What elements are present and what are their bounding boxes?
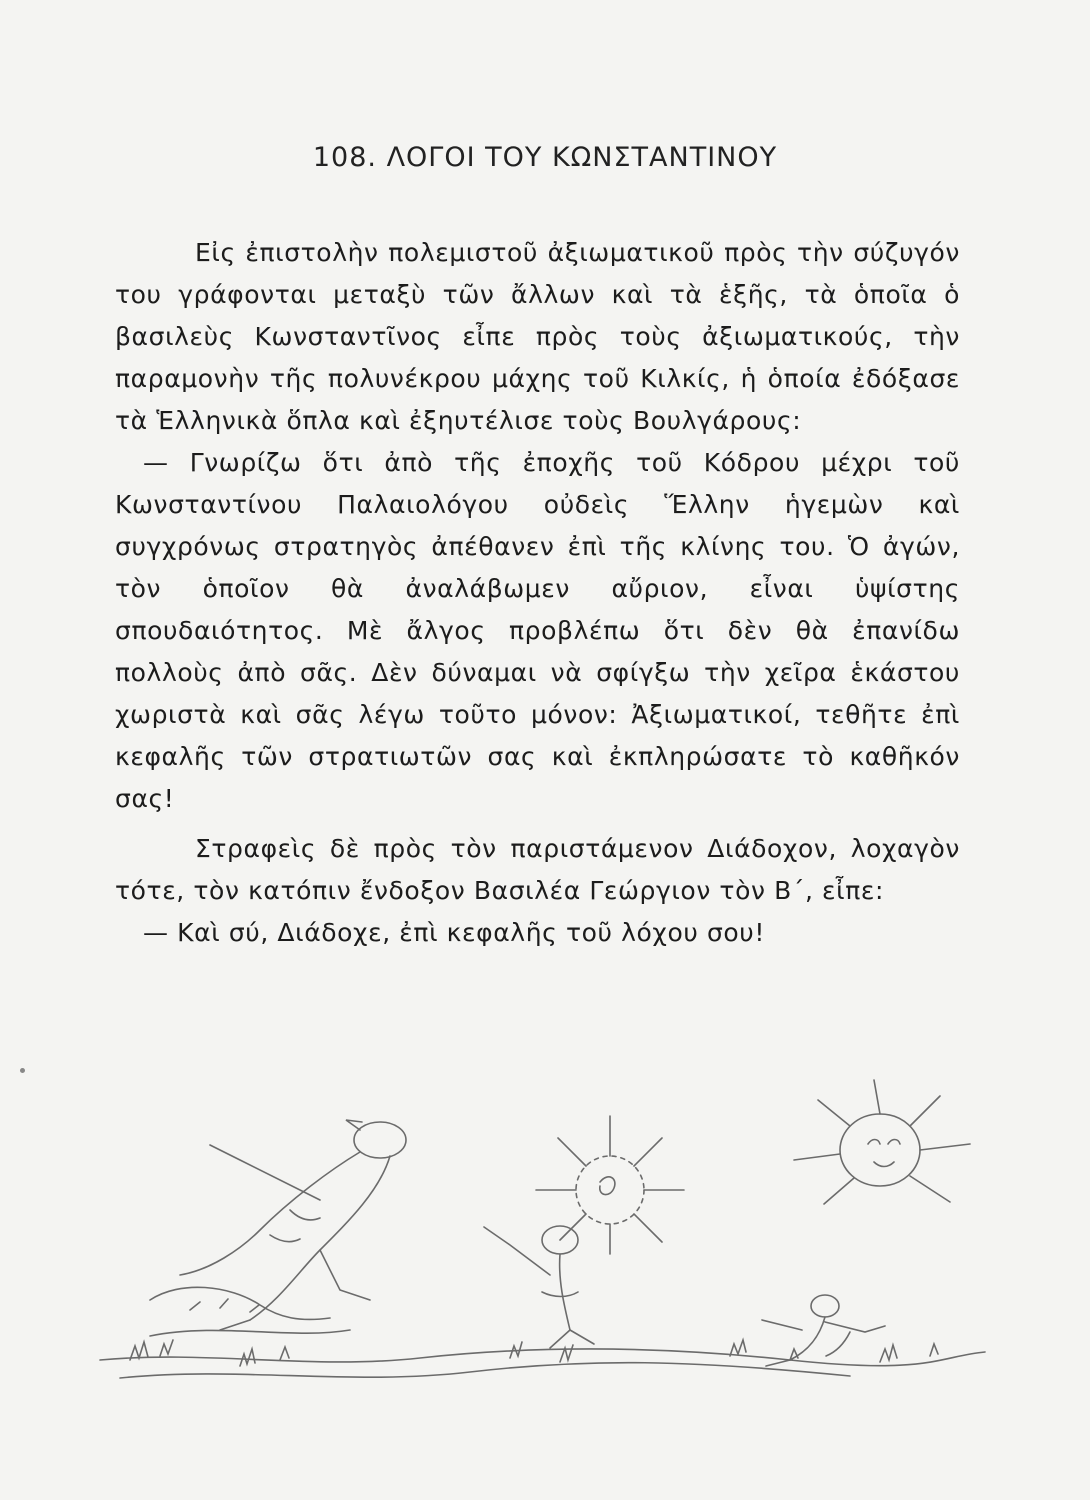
- paragraph-speech: — Γνωρίζω ὅτι ἀπὸ τῆς ἐποχῆς τοῦ Κόδρου μέχρι τοῦ Κωνσταντίνου Παλαιολόγου οὐδεὶς Ἕλλην ἡγεμὼν καὶ συγχρόνως στρατηγὸς ἀπέθανεν ἐπὶ τῆς κλίνης του. Ὁ ἀγών, τὸν ὁποῖον θὰ ἀναλάβωμεν αὔριον, εἶναι ὑψίστης σπουδαιότητος. Μὲ ἄλγος προβλέπω ὅτι δὲν θὰ ἐπανίδω πολλοὺς ἀπὸ σᾶς. Δὲν δύναμαι νὰ σφίγξω τὴν χεῖρα ἑκάστου χωριστὰ καὶ σᾶς λέγω τοῦτο μόνον: Ἀξιωματικοί, τεθῆτε ἐπὶ κεφαλῆς τῶν στρατιωτῶν σας καὶ ἐκπληρώσατε τὸ καθῆκόν σας!: [115, 448, 960, 813]
- paragraph-turn: Στραφεὶς δὲ πρὸς τὸν παριστάμενον Διάδοχον, λοχαγὸν τότε, τὸν κατόπιν ἔνδοξον Βασιλέα Γεώργιον τὸν Β΄, εἶπε:: [115, 834, 960, 905]
- chapter-body: [115, 232, 960, 954]
- paragraph-closing: — Καὶ σύ, Διάδοχε, ἐπὶ κεφαλῆς τοῦ λόχου σου!: [143, 918, 765, 947]
- paragraph-intro: Εἰς ἐπιστολὴν πολεμιστοῦ ἀξιωματικοῦ πρὸς τὴν σύζυγόν του γράφονται μεταξὺ τῶν ἄλλων καὶ τὰ ἑξῆς, τὰ ὁποῖα ὁ βασιλεὺς Κωνσταντῖνος εἶπε πρὸς τοὺς ἀξιωματικούς, τὴν παραμονὴν τῆς πολυνέκρου μάχης τοῦ Κιλκίς, ἡ ὁποία ἐδόξασε τὰ Ἑλληνικὰ ὅπλα καὶ ἐξηυτέλισε τοὺς Βουλγάρους:: [115, 238, 960, 435]
- chapter-title: 108. ΛΟΓΟΙ ΤΟΥ ΚΩΝΣΤΑΝΤΙΝΟΥ: [312, 142, 778, 173]
- battle-scene-icon: [90, 1060, 990, 1420]
- margin-speck: [20, 1068, 25, 1073]
